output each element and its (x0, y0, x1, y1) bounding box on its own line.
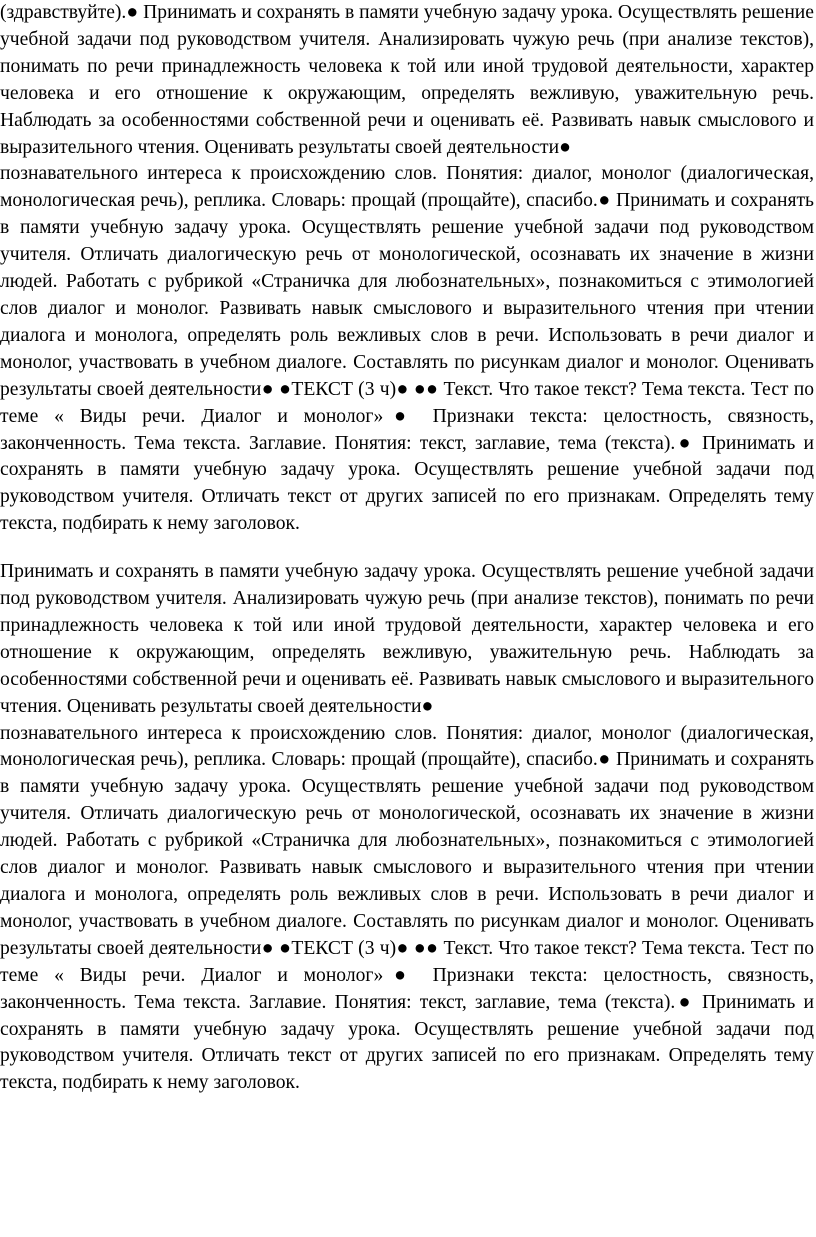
paragraph-2: познавательного интереса к происхождению слов. Понятия: диалог, монолог (диалогическая, монологическая речь), реплика. Словарь: прощай (прощайте), спасибо.● Принимать и сохранять в памяти учебную задачу урока. Осуществлять решение учебной задачи под руководством учителя. Отличать диалогическую речь от монологической, осознавать их значение в жизни людей. Работать с рубрикой «Страничка для любознательных», познакомиться с этимологией слов диалог и монолог. Развивать навык смыслового и выразительного чтения при чтении диалога и монолога, определять роль вежливых слов в речи. Использовать в речи диалог и монолог, участвовать в учебном диалоге. Составлять по рисункам диалог и монолог. Оценивать результаты своей деятельности● ●ТЕКСТ (3 ч)● ●● Текст. Что такое текст? Тема текста. Тест по теме « Виды речи. Диалог и монолог»● Признаки текста: целостность, связность, законченность. Тема текста. Заглавие. Понятия: текст, заглавие, тема (текста).● Принимать и сохранять в памяти учебную задачу урока. Осуществлять решение учебной задачи под руководством учителя. Отличать текст от других записей по его признакам. Определять тему текста, подбирать к нему заголовок. (0, 163, 814, 535)
paragraph-3: Принимать и сохранять в памяти учебную задачу урока. Осуществлять решение учебной задачи под руководством учителя. Анализировать чужую речь (при анализе текстов), понимать по речи принадлежность человека к той или иной трудовой деятельности, характер человека и его отношение к окружающим, определять вежливую, уважительную речь. Наблюдать за особенностями собственной речи и оценивать её. Развивать навык смыслового и выразительного чтения. Оценивать результаты своей деятельности● (0, 561, 814, 717)
paragraph-1: (здравствуйте).● Принимать и сохранять в памяти учебную задачу урока. Осуществлять решение учебной задачи под руководством учителя. Анализировать чужую речь (при анализе текстов), понимать по речи принадлежность человека к той или иной трудовой деятельности, характер человека и его отношение к окружающим, определять вежливую, уважительную речь. Наблюдать за особенностями собственной речи и оценивать её. Развивать навык смыслового и выразительного чтения. Оценивать результаты своей деятельности● (0, 2, 814, 158)
paragraph-4: познавательного интереса к происхождению слов. Понятия: диалог, монолог (диалогическая, монологическая речь), реплика. Словарь: прощай (прощайте), спасибо.● Принимать и сохранять в памяти учебную задачу урока. Осуществлять решение учебной задачи под руководством учителя. Отличать диалогическую речь от монологической, осознавать их значение в жизни людей. Работать с рубрикой «Страничка для любознательных», познакомиться с этимологией слов диалог и монолог. Развивать навык смыслового и выразительного чтения при чтении диалога и монолога, определять роль вежливых слов в речи. Использовать в речи диалог и монолог, участвовать в учебном диалоге. Составлять по рисункам диалог и монолог. Оценивать результаты своей деятельности● ●ТЕКСТ (3 ч)● ●● Текст. Что такое текст? Тема текста. Тест по теме « Виды речи. Диалог и монолог»● Признаки текста: целостность, связность, законченность. Тема текста. Заглавие. Понятия: текст, заглавие, тема (текста).● Принимать и сохранять в памяти учебную задачу урока. Осуществлять решение учебной задачи под руководством учителя. Отличать текст от других записей по его признакам. Определять тему текста, подбирать к нему заголовок. (0, 722, 814, 1094)
paragraph-gap (0, 538, 814, 559)
